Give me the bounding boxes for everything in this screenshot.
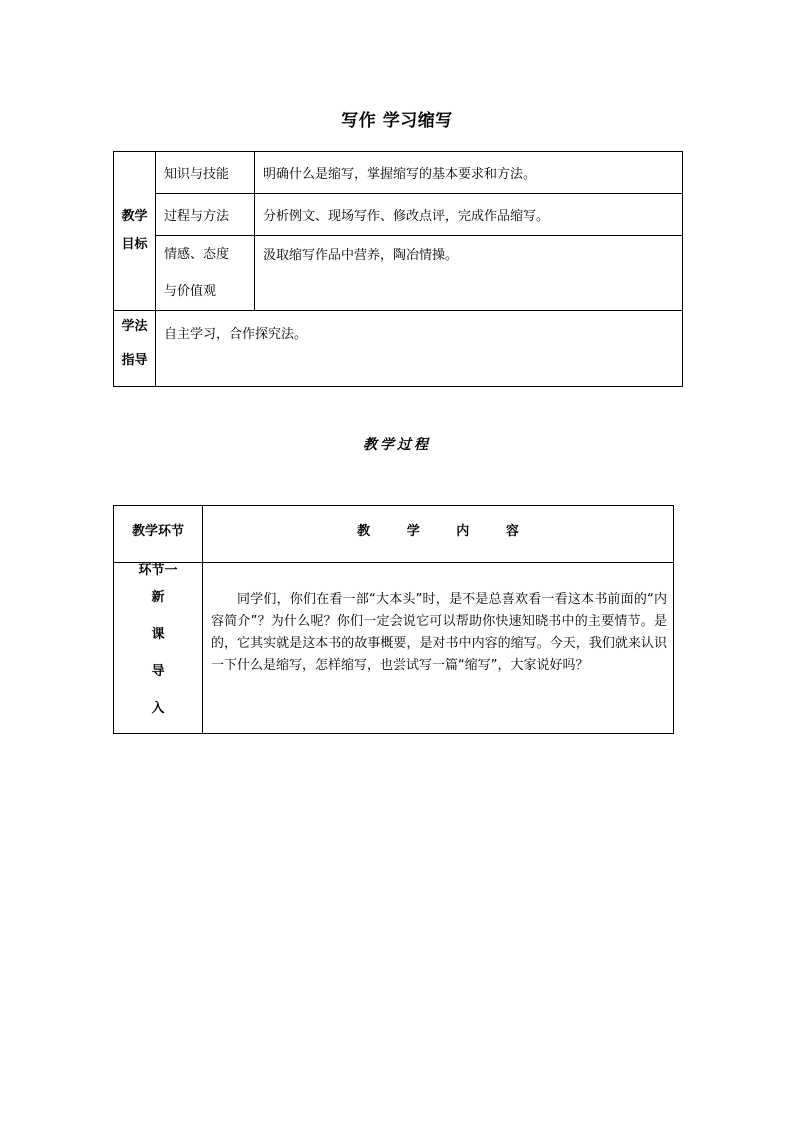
process-header-stage: 教学环节 xyxy=(114,506,203,563)
header-char: 教 xyxy=(357,524,371,539)
header-char: 容 xyxy=(505,524,519,539)
objective-label: 知识与技能 xyxy=(156,152,255,194)
method-content: 自主学习，合作探究法。 xyxy=(156,311,683,387)
step-content-cell xyxy=(203,563,674,734)
objective-content: 分析例文、现场写作、修改点评，完成作品缩写。 xyxy=(255,194,683,236)
section-title: 教学过程 xyxy=(363,437,431,453)
process-table xyxy=(113,505,674,734)
step-char: 入 xyxy=(151,701,165,716)
objective-content: 明确什么是缩写，掌握缩写的基本要求和方法。 xyxy=(255,152,683,194)
document-title: 写作 学习缩写 xyxy=(341,111,453,131)
objectives-group-label-line2: 目标 xyxy=(121,237,148,252)
objective-content: 汲取缩写作品中营养，陶冶情操。 xyxy=(255,236,683,311)
step-cell xyxy=(114,563,203,734)
header-char: 内 xyxy=(456,524,470,539)
objectives-group-label xyxy=(114,152,156,311)
objective-label xyxy=(156,236,255,311)
process-header-content xyxy=(203,506,674,563)
header-char: 学 xyxy=(406,524,420,539)
objective-label-line2: 与价值观 xyxy=(164,284,217,299)
objectives-table xyxy=(113,151,683,387)
step-name: 环节一 xyxy=(138,563,178,578)
step-char: 新 xyxy=(151,590,165,605)
step-content-paragraph: 同学们，你们在看一部“大本头”时，是不是总喜欢看一看这本书前面的“内容简介”？为什么呢？你们一定会说它可以帮助你快速知晓书中的主要情节。是的，它其实就是这本书的故事概要，是对书中内容的缩写。今天，我们就来认识一下什么是缩写，怎样缩写，也尝试写一篇“缩写”，大家说好吗？ xyxy=(211,592,667,673)
objective-label: 过程与方法 xyxy=(156,194,255,236)
objectives-group-label-line1: 教学 xyxy=(121,209,148,224)
objective-label-line1: 情感、态度 xyxy=(164,247,230,262)
method-label-line2: 指导 xyxy=(121,353,148,368)
step-char: 导 xyxy=(151,664,165,679)
method-label-line1: 学法 xyxy=(121,319,148,334)
method-label xyxy=(114,311,156,387)
step-char: 课 xyxy=(151,627,165,642)
